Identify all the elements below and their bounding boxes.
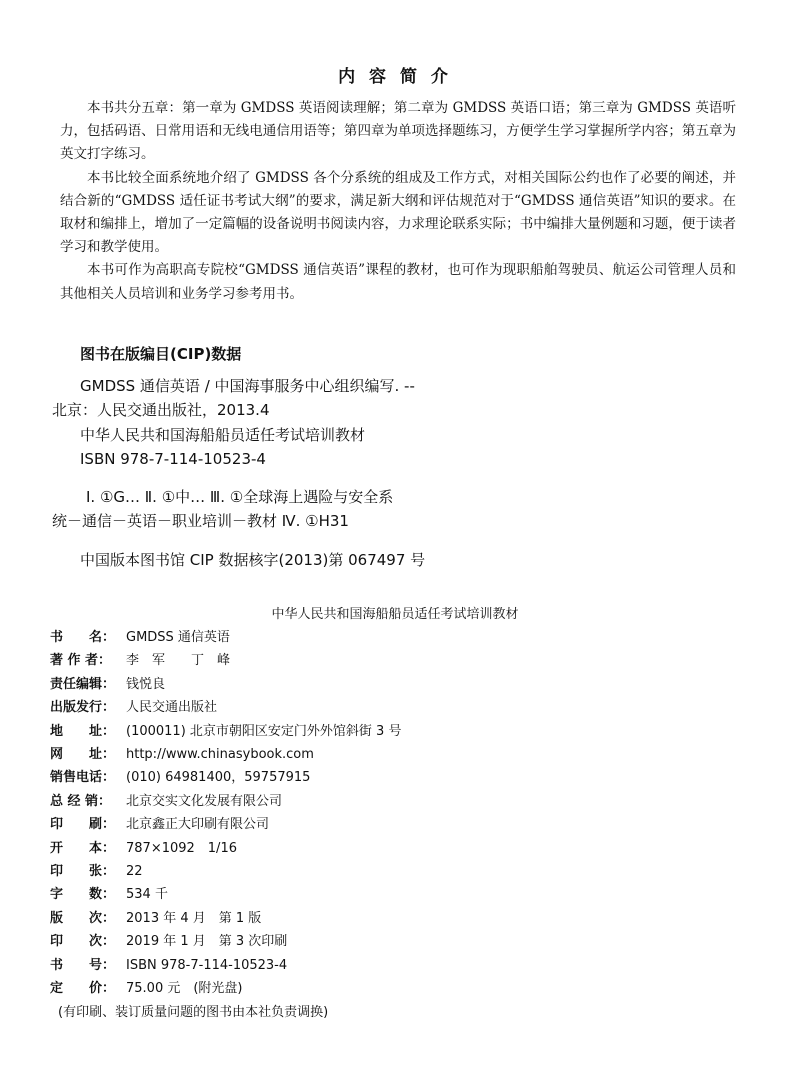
- colophon-row: [50, 883, 750, 906]
- intro-paragraph: 本书共分五章：第一章为 GMDSS 英语阅读理解；第二章为 GMDSS 英语口语；第三章为 GMDSS 英语听力，包括码语、日常用语和无线电通信用语等；第四章为单项选择题练习，方便学生学习掌握所学内容；第五章为英文打字练习。: [60, 100, 736, 163]
- colophon-value: ISBN 978-7-114-10523-4: [126, 957, 288, 973]
- colophon-value: 北京鑫正大印刷有限公司: [126, 817, 270, 833]
- cip-title-line: GMDSS 通信英语 / 中国海事服务中心组织编写. --: [80, 377, 415, 395]
- colophon-row: [50, 954, 750, 977]
- colophon-row: [50, 930, 750, 953]
- colophon-value: 北京交实文化发展有限公司: [126, 793, 283, 809]
- colophon-note: (有印刷、装订质量问题的图书由本社负责调换): [58, 1004, 329, 1020]
- colophon-label: 书 名：: [50, 630, 116, 645]
- colophon-label: 版 次：: [50, 910, 116, 926]
- cip-heading: 图书在版编目(CIP)数据: [80, 345, 242, 363]
- colophon-label: 印 刷：: [50, 817, 116, 833]
- intro-paragraph: 本书可作为高职高专院校“GMDSS 通信英语”课程的教材，也可作为现职船舶驾驶员、航运公司管理人员和其他相关人员培训和业务学习参考用书。: [60, 262, 736, 302]
- colophon-value: (100011) 北京市朝阳区安定门外外馆斜街 3 号: [126, 723, 402, 739]
- colophon-label: 开 本：: [50, 840, 116, 856]
- colophon-label: 出版发行：: [50, 700, 116, 716]
- cip-series-line: 中华人民共和国海船船员适任考试培训教材: [80, 425, 366, 444]
- cip-isbn-line: ISBN 978-7-114-10523-4: [80, 449, 266, 468]
- intro-body: [60, 97, 736, 306]
- intro-paragraph: 本书比较全面系统地介绍了 GMDSS 各个分系统的组成及工作方式，对相关国际公约也作了必要的阐述，并结合新的“GMDSS 适任证书考试大纲”的要求，满足新大纲和评估规范对于“GMDSS 通信英语”知识的要求。在取材和编排上，增加了一定篇幅的设备说明书阅读内容，力求理论联系实际；书中编排大量例题和习题，便于读者学习和教学使用。: [60, 169, 736, 256]
- cip-record-number: 中国版本图书馆 CIP 数据核字(2013)第 067497 号: [80, 551, 426, 569]
- colophon-value: http://www.chinasybook.com: [126, 747, 314, 763]
- colophon-label: 著 作 者：: [50, 653, 112, 669]
- colophon-row: [50, 813, 750, 836]
- colophon-row: [50, 720, 750, 743]
- colophon-value: 2013 年 4 月 第 1 版: [126, 910, 262, 926]
- colophon-label: 网 址：: [50, 747, 116, 763]
- colophon-row: [50, 977, 750, 1000]
- colophon-value: GMDSS 通信英语: [126, 630, 230, 645]
- colophon-label: 地 址：: [50, 723, 116, 739]
- colophon-label: 总 经 销：: [50, 793, 112, 809]
- colophon-row: [50, 837, 750, 860]
- colophon-value: (010) 64981400，59757915: [126, 770, 311, 786]
- colophon-label: 印 张：: [50, 864, 116, 880]
- colophon-label: 书 号：: [50, 957, 116, 973]
- cip-classification-line: Ⅰ. ①G… Ⅱ. ①中… Ⅲ. ①全球海上遇险与安全系: [86, 488, 394, 507]
- colophon-series: 中华人民共和国海船船员适任考试培训教材: [271, 607, 519, 622]
- cip-classification-line-cont: 统－通信－英语－职业培训－教材 Ⅳ. ①H31: [52, 512, 349, 531]
- colophon-row: [50, 743, 750, 766]
- colophon-label: 印 次：: [50, 934, 116, 950]
- colophon-value: 534 千: [126, 887, 168, 903]
- colophon-value: 2019 年 1 月 第 3 次印刷: [126, 934, 288, 950]
- cip-publisher-line: 北京：人民交通出版社，2013.4: [52, 401, 270, 420]
- colophon-label: 责任编辑：: [50, 676, 116, 692]
- colophon-row: [50, 673, 750, 696]
- colophon-row: [50, 696, 750, 719]
- colophon-row: [50, 907, 750, 930]
- colophon-value: 李 军 丁 峰: [126, 653, 231, 669]
- colophon-row: [50, 790, 750, 813]
- colophon-label: 定 价：: [50, 981, 116, 997]
- intro-title: 内 容 简 介: [338, 67, 452, 87]
- cip-block: [52, 374, 742, 534]
- colophon-row: [50, 649, 750, 672]
- colophon-row: [50, 626, 750, 649]
- colophon-row: [50, 860, 750, 883]
- colophon-value: 787×1092 1/16: [126, 840, 237, 856]
- colophon-value: 人民交通出版社: [126, 700, 218, 716]
- colophon: [50, 626, 750, 1024]
- colophon-label: 字 数：: [50, 887, 116, 903]
- colophon-value: 钱悦良: [126, 676, 166, 692]
- colophon-row: [50, 766, 750, 789]
- colophon-value: 75.00 元 (附光盘): [126, 981, 243, 997]
- colophon-value: 22: [126, 864, 143, 880]
- colophon-label: 销售电话：: [50, 770, 116, 786]
